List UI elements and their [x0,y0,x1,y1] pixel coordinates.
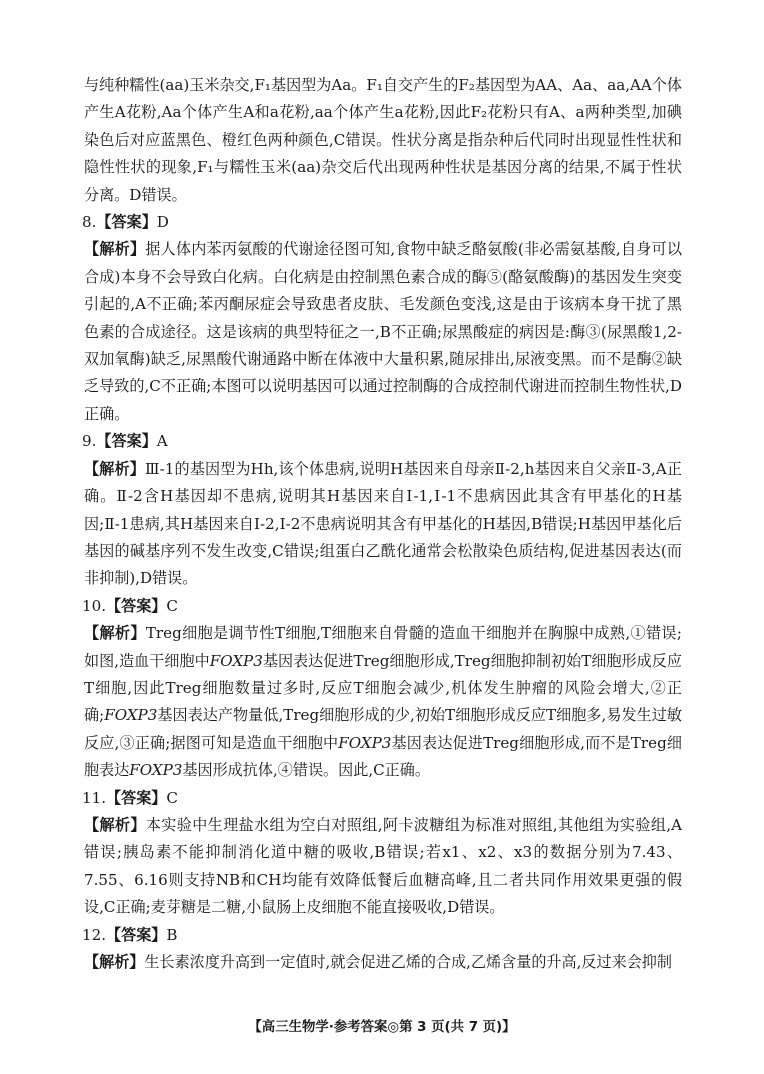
question-12 [84,922,682,977]
analysis-text: 据人体内苯丙氨酸的代谢途径图可知,食物中缺乏酪氨酸(非必需氨基酸,自身可以合成)本身不会导致白化病。白化病是由控制黑色素合成的酶⑤(酪氨酸酶)的基因发生突变引起的,A不正确;苯丙酮尿症会导致患者皮肤、毛发颜色变浅,这是由于该病本身干扰了黑色素的合成途径。这是该病的典型特征之一,B不正确;尿黑酸症的病因是:酶③(尿黑酸1,2-双加氧酶)缺乏,尿黑酸代谢通路中断在体液中大量积累,随尿排出,尿液变黑。而不是酶②缺乏导致的,C不正确;本图可以说明基因可以通过控制酶的合成控制代谢进而控制生物性状,D正确。 [84,240,682,423]
question-number: 8. [82,213,97,232]
answer-value: C [166,788,178,807]
analysis-paragraph [84,236,682,428]
answer-value: A [156,432,168,451]
answer-line [82,922,682,949]
answer-line [82,785,682,812]
question-10 [84,593,682,785]
answer-line [82,593,682,620]
analysis-tag: 【解析】 [84,624,146,643]
analysis-tag: 【解析】 [84,815,146,834]
answer-tag: 【答案】 [96,213,157,232]
intro-paragraph: 与纯种糯性(aa)玉米杂交,F₁基因型为Aa。F₁自交产生的F₂基因型为AA、Aa、aa,AA个体产生A花粉,Aa个体产生A和a花粉,aa个体产生a花粉,因此F₂花粉只有A、a两种类型,加碘染色后对应蓝黑色、橙红色两种颜色,C错误。性状分离是指杂种后代同时出现显性性状和隐性性状的现象,F₁与糯性玉米(aa)杂交后代出现两种性状是基因分离的结果,不属于性状分离。D错误。 [84,76,682,204]
answer-tag: 【答案】 [106,788,167,807]
analysis-paragraph [84,456,682,593]
answer-value: D [156,213,169,232]
analysis-text: 基因表达促进Treg细胞形成,Treg细胞抑制初始T细胞形成反应T细胞,因此Treg细胞数量过多时,反应T细胞会减少,机体发生肿瘤的风险会增大,②正确; [84,651,682,725]
analysis-paragraph [84,620,682,784]
analysis-text: 基因表达促进Treg细胞形成,而不是Treg细胞表达 [84,733,682,780]
analysis-tag: 【解析】 [84,953,145,971]
question-number: 10. [82,596,107,615]
answer-tag: 【答案】 [106,925,167,944]
gene-name: FOXP3 [338,733,392,752]
gene-name: FOXP3 [104,706,158,725]
question-11 [84,785,682,922]
answer-line [82,209,682,236]
gene-name: FOXP3 [129,761,183,780]
analysis-text: Ⅲ-1的基因型为Hh,该个体患病,说明H基因来自母亲Ⅱ-2,h基因来自父亲Ⅱ-3,A正确。Ⅱ-2含H基因却不患病,说明其H基因来自Ⅰ-1,Ⅰ-1不患病因此其含有甲基化的H基因;Ⅱ-1患病,其H基因来自Ⅰ-2,Ⅰ-2不患病说明其含有甲基化的H基因,B错误;H基因甲基化后基因的碱基序列不发生改变,C错误;组蛋白乙酰化通常会松散染色质结构,促进基因表达(而非抑制),D错误。 [84,459,682,588]
question-8 [84,209,682,428]
question-9 [84,428,682,592]
analysis-text: Treg细胞是调节性T细胞,T细胞来自骨髓的造血干细胞并在胸腺中成熟,①错误;如图,造血干细胞中 [84,624,682,670]
question-number: 9. [82,432,97,451]
answer-value: B [166,925,178,944]
analysis-text: 生长素浓度升高到一定值时,就会促进乙烯的合成,乙烯含量的升高,反过来会抑制 [144,953,672,971]
answer-tag: 【答案】 [106,596,167,615]
answer-value: C [166,596,178,615]
answer-tag: 【答案】 [96,432,157,451]
analysis-paragraph [84,949,682,976]
analysis-tag: 【解析】 [84,240,146,259]
analysis-text: 基因表达产物量低,Treg细胞形成的少,初始T细胞形成反应T细胞多,易发生过敏反应,③正确;据图可知是造血干细胞中 [84,706,682,752]
analysis-text: 本实验中生理盐水组为空白对照组,阿卡波糖组为标准对照组,其他组为实验组,A错误;胰岛素不能抑制消化道中糖的吸收,B错误;若x1、x2、x3的数据分别为7.43、7.55、6.16则支持NB和CH均能有效降低餐后血糖高峰,且二者共同作用效果更强的假设,C正确;麦芽糖是二糖,小鼠肠上皮细胞不能直接吸收,D错误。 [84,815,682,917]
question-number: 11. [82,788,107,807]
gene-name: FOXP3 [209,651,263,670]
question-number: 12. [82,925,107,944]
answer-line [82,428,682,455]
page-footer: 【高三生物学·参考答案◎第 3 页(共 7 页)】 [248,1020,516,1035]
analysis-text: 基因形成抗体,④错误。因此,C正确。 [182,761,430,780]
analysis-paragraph [84,812,682,922]
analysis-tag: 【解析】 [84,459,145,478]
